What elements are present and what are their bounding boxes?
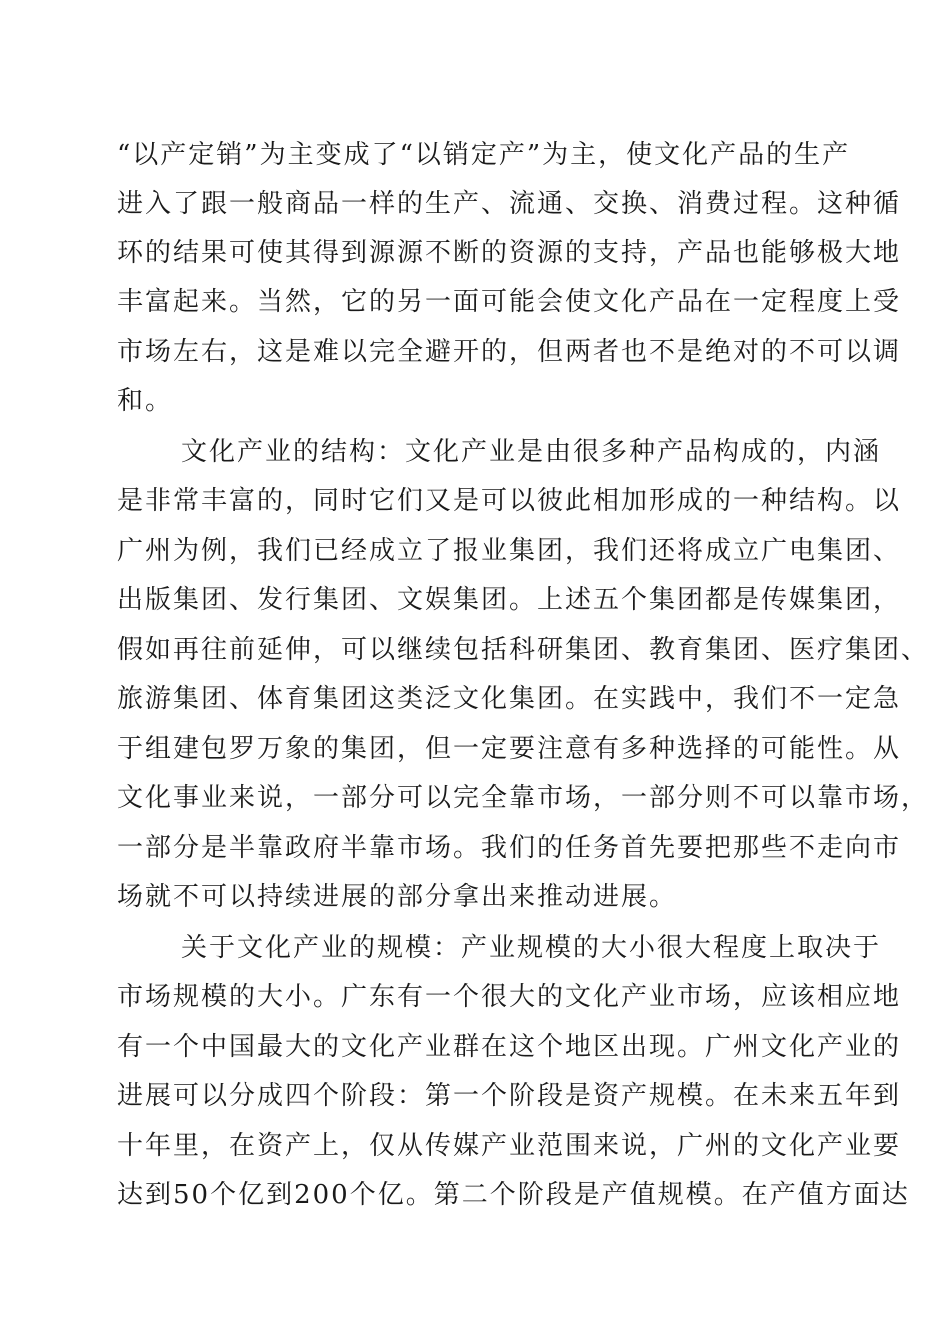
paragraph-2-line-1: 文化产业的结构：文化产业是由很多种产品构成的，内涵 [181,437,882,467]
paragraph-3-line-1: 关于文化产业的规模：产业规模的大小很大程度上取决于 [181,933,882,963]
paragraph-2-line-6: 旅游集团、体育集团这类泛文化集团。在实践中，我们不一定急 [117,684,902,714]
paragraph-1-line-4: 丰富起来。当然，它的另一面可能会使文化产品在一定程度上受 [117,287,902,317]
paragraph-2-line-3: 广州为例，我们已经成立了报业集团，我们还将成立广电集团、 [117,536,902,566]
paragraph-2-line-10: 场就不可以持续进展的部分拿出来推动进展。 [117,882,678,912]
paragraph-1-line-2: 进入了跟一般商品一样的生产、流通、交换、消费过程。这种循 [117,189,902,219]
paragraph-3-line-3: 有一个中国最大的文化产业群在这个地区出现。广州文化产业的 [117,1032,902,1062]
paragraph-1-line-5: 市场左右，这是难以完全避开的，但两者也不是绝对的不可以调 [117,337,902,367]
paragraph-3-line-5: 十年里，在资产上，仅从传媒产业范围来说，广州的文化产业要 [117,1131,902,1161]
paragraph-3-line-2: 市场规模的大小。广东有一个很大的文化产业市场，应该相应地 [117,982,902,1012]
paragraph-2-line-2: 是非常丰富的，同时它们又是可以彼此相加形成的一种结构。以 [117,486,902,516]
paragraph-1-line-3: 环的结果可使其得到源源不断的资源的支持，产品也能够极大地 [117,238,902,268]
paragraph-2-line-9: 一部分是半靠政府半靠市场。我们的任务首先要把那些不走向市 [117,833,902,863]
paragraph-2-line-5: 假如再往前延伸，可以继续包括科研集团、教育集团、医疗集团、 [117,635,930,665]
paragraph-1-line-1: “以产定销”为主变成了“以销定产”为主，使文化产品的生产 [117,140,851,170]
paragraph-2-line-8: 文化事业来说，一部分可以完全靠市场，一部分则不可以靠市场， [117,783,930,813]
paragraph-3-line-6: 达到50个亿到200个亿。第二个阶段是产值规模。在产值方面达 [117,1180,910,1210]
paragraph-1-line-6: 和。 [117,386,174,416]
paragraph-2-line-4: 出版集团、发行集团、文娱集团。上述五个集团都是传媒集团， [117,585,902,615]
paragraph-2-line-7: 于组建包罗万象的集团，但一定要注意有多种选择的可能性。从 [117,734,902,764]
paragraph-3-line-4: 进展可以分成四个阶段：第一个阶段是资产规模。在未来五年到 [117,1081,902,1111]
